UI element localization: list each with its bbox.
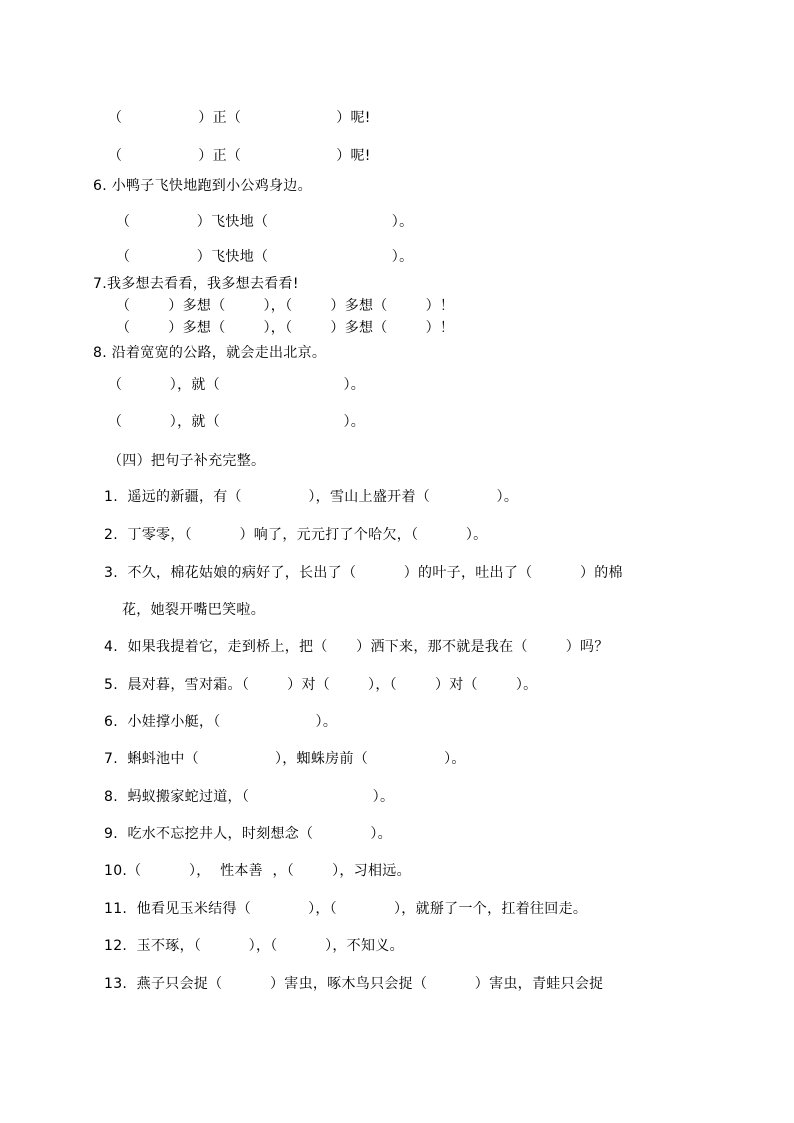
- sec5-example-2: （ ）正（ ）呢!: [108, 148, 371, 164]
- part4-item-7: 7. 蝌蚪池中（ ），蜘蛛房前（ ）。: [104, 751, 466, 767]
- part4-item-13: 13. 燕子只会捉（ ）害虫，啄木鸟只会捉（ ）害虫，青蛙只会捉: [104, 976, 604, 992]
- part4-heading: （四）把句子补充完整。: [108, 453, 266, 469]
- part4-item-5: 5. 晨对暮，雪对霜。（ ）对（ ），（ ）对（ ）。: [104, 677, 538, 693]
- q8-title: 8. 沿着宽宽的公路，就会走出北京。: [93, 345, 327, 361]
- part4-item-10: 10.（ ）， 性本善 ，（ ），习相远。: [104, 863, 411, 879]
- sec5-example-1: （ ）正（ ）呢!: [108, 110, 371, 126]
- part4-item-2: 2. 丁零零，（ ）响了，元元打了个哈欠，（ ）。: [104, 527, 488, 543]
- q8-example-2: （ ），就（ ）。: [108, 414, 366, 430]
- q8-example-1: （ ），就（ ）。: [108, 377, 366, 393]
- part4-item-1: 1. 遥远的新疆，有（ ），雪山上盛开着（ ）。: [104, 489, 519, 505]
- part4-item-3: 3. 不久，棉花姑娘的病好了，长出了（ ）的叶子，吐出了（ ）的棉: [104, 565, 623, 581]
- part4-item-4: 4. 如果我提着它，走到桥上，把（ ）洒下来，那不就是我在（ ）吗？: [104, 639, 609, 655]
- part4-item-11: 11. 他看见玉米结得（ ），（ ），就掰了一个，扛着往回走。: [104, 901, 588, 917]
- part4-item-12: 12. 玉不琢，（ ），（ ），不知义。: [104, 938, 404, 954]
- part4-item-3-cont: 花，她裂开嘴巴笑啦。: [122, 602, 265, 618]
- q7-title: 7.我多想去看看，我多想去看看!: [93, 276, 299, 292]
- q7-example-2: （ ）多想（ ），（ ）多想（ ）！: [116, 320, 455, 336]
- q7-example-1: （ ）多想（ ），（ ）多想（ ）！: [116, 298, 455, 314]
- q6-title: 6. 小鸭子飞快地跑到小公鸡身边。: [93, 178, 312, 194]
- q6-example-2: （ ）飞快地（ ）。: [116, 249, 414, 265]
- part4-item-8: 8. 蚂蚁搬家蛇过道，（ ）。: [104, 789, 395, 805]
- q6-example-1: （ ）飞快地（ ）。: [116, 214, 414, 230]
- part4-item-6: 6. 小娃撑小艇，（ ）。: [104, 714, 338, 730]
- part4-item-9: 9. 吃水不忘挖井人，时刻想念（ ）。: [104, 826, 392, 842]
